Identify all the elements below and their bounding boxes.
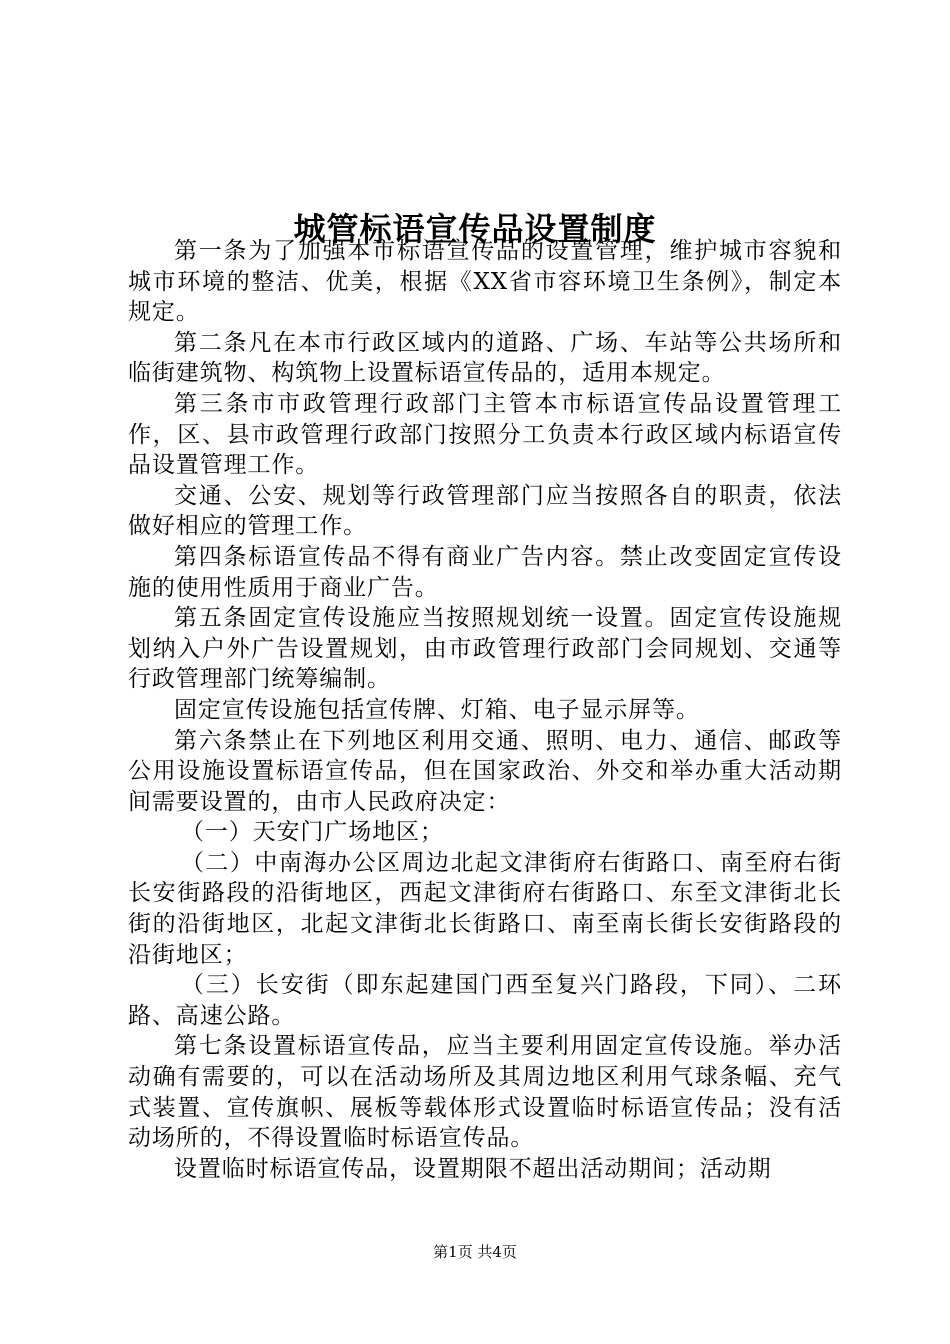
paragraph-article-1: 第一条为了加强本市标语宣传品的设置管理，维护城市容貌和城市环境的整洁、优美，根据《XX省市容环境卫生条例》，制定本规定。 [128,238,842,326]
paragraph-article-6-item-3: （三）长安街（即东起建国门西至复兴门路段，下同）、二环路、高速公路。 [128,972,842,1029]
paragraph-article-4: 第四条标语宣传品不得有商业广告内容。禁止改变固定宣传设施的使用性质用于商业广告。 [128,543,842,601]
paragraph-article-7: 第七条设置标语宣传品，应当主要利用固定宣传设施。举办活动确有需要的，可以在活动场所及其周边地区利用气球条幅、充气式装置、宣传旗帜、展板等载体形式设置临时标语宣传品；没有活动场所的，不得设置临时标语宣传品。 [128,1033,842,1152]
document-title: 城管标语宣传品设置制度 [293,210,657,249]
page-footer: 第1页 共4页 [433,1243,517,1261]
paragraph-article-3-note: 交通、公安、规划等行政管理部门应当按照各自的职责，依法做好相应的管理工作。 [128,482,842,540]
document-body [128,236,842,1184]
paragraph-article-3: 第三条市市政管理行政部门主管本市标语宣传品设置管理工作，区、县市政管理行政部门按照分工负责本行政区域内标语宣传品设置管理工作。 [128,390,842,479]
paragraph-article-6: 第六条禁止在下列地区利用交通、照明、电力、通信、邮政等公用设施设置标语宣传品，但在国家政治、外交和举办重大活动期间需要设置的，由市人民政府决定： [128,727,842,815]
paragraph-article-2: 第二条凡在本市行政区域内的道路、广场、车站等公共场所和临街建筑物、构筑物上设置标语宣传品的，适用本规定。 [128,329,842,387]
paragraph-article-7-note: 设置临时标语宣传品，设置期限不超出活动期间；活动期 [174,1155,772,1182]
paragraph-article-6-item-1: （一）天安门广场地区； [180,819,444,846]
paragraph-article-5: 第五条固定宣传设施应当按照规划统一设置。固定宣传设施规划纳入户外广告设置规划，由市政管理行政部门会同规划、交通等行政管理部门统筹编制。 [128,605,842,693]
paragraph-article-5-note: 固定宣传设施包括宣传牌、灯箱、电子显示屏等。 [174,696,700,723]
paragraph-article-6-item-2: （二）中南海办公区周边北起文津街府右街路口、南至府右街长安街路段的沿街地区，西起文津街府右街路口、东至文津街北长街的沿街地区，北起文津街北长街路口、南至南长街长安街路段的沿街地区； [128,849,842,968]
